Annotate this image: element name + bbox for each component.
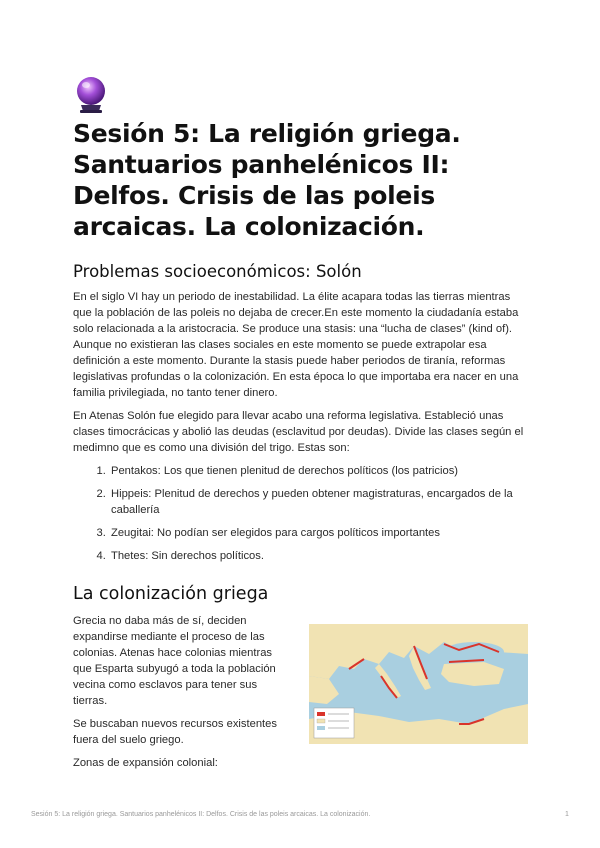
footer-text: Sesión 5: La religión griega. Santuarios panhelénicos II: Delfos. Crisis de las poleis arcaicas. La colonización. xyxy=(31,811,371,818)
colonization-section xyxy=(73,613,528,771)
paragraph: En Atenas Solón fue elegido para llevar acabo una reforma legislativa. Estableció unas clases timocrácicas y abolió las deudas (esclavitud por deudas). Divide las clases según el medimno que es como una división del trigo. Estas son: xyxy=(73,410,524,454)
section-heading-solon: Problemas socioeconómicos: Solón xyxy=(73,262,362,281)
page-content xyxy=(73,74,528,778)
classes-list xyxy=(73,463,528,564)
paragraph: Se buscaban nuevos recursos existentes fuera del suelo griego. xyxy=(73,718,277,746)
page-number: 1 xyxy=(565,811,569,818)
crystal-ball-icon xyxy=(73,74,109,114)
page-title: Sesión 5: La religión griega. Santuarios panhelénicos II: Delfos. Crisis de las poleis arcaicas. La colonización. xyxy=(73,119,461,241)
list-item: 4. Thetes: Sin derechos políticos. xyxy=(109,548,528,564)
list-item: 1. Pentakos: Los que tienen plenitud de derechos políticos (los patricios) xyxy=(109,463,528,479)
colonization-map-image xyxy=(309,624,528,744)
paragraph: Grecia no daba más de sí, deciden expandirse mediante el proceso de las colonias. Atenas hace colonias mientras que Esparta subyugó a toda la población vecina como esclavos para tener sus tierras. xyxy=(73,615,276,707)
section-heading-colonizacion: La colonización griega xyxy=(73,584,269,604)
list-item: 3. Zeugitai: No podían ser elegidos para cargos políticos importantes xyxy=(109,525,528,541)
paragraph: En el siglo VI hay un periodo de inestabilidad. La élite acapara todas las tierras mientras que la población de las poleis no dejaba de crecer.En este momento la ciudadanía estaba solo relacionada a la aristocracia. Se produce una stasis: una “lucha de clases” (kind of). Aunque no existieran las clases sociales en este momento se puede extrapolar esa definición a este momento. Durante la stasis puede haber periodos de tiranía, reformas legislativas profundas o la colonización. En esta época lo que importaba era nacer en una familia privilegiada, no tanto tener dinero. xyxy=(73,291,519,399)
paragraph: Zonas de expansión colonial: xyxy=(73,757,218,769)
list-item: 2. Hippeis: Plenitud de derechos y pueden obtener magistraturas, encargados de la caballería xyxy=(109,486,528,518)
